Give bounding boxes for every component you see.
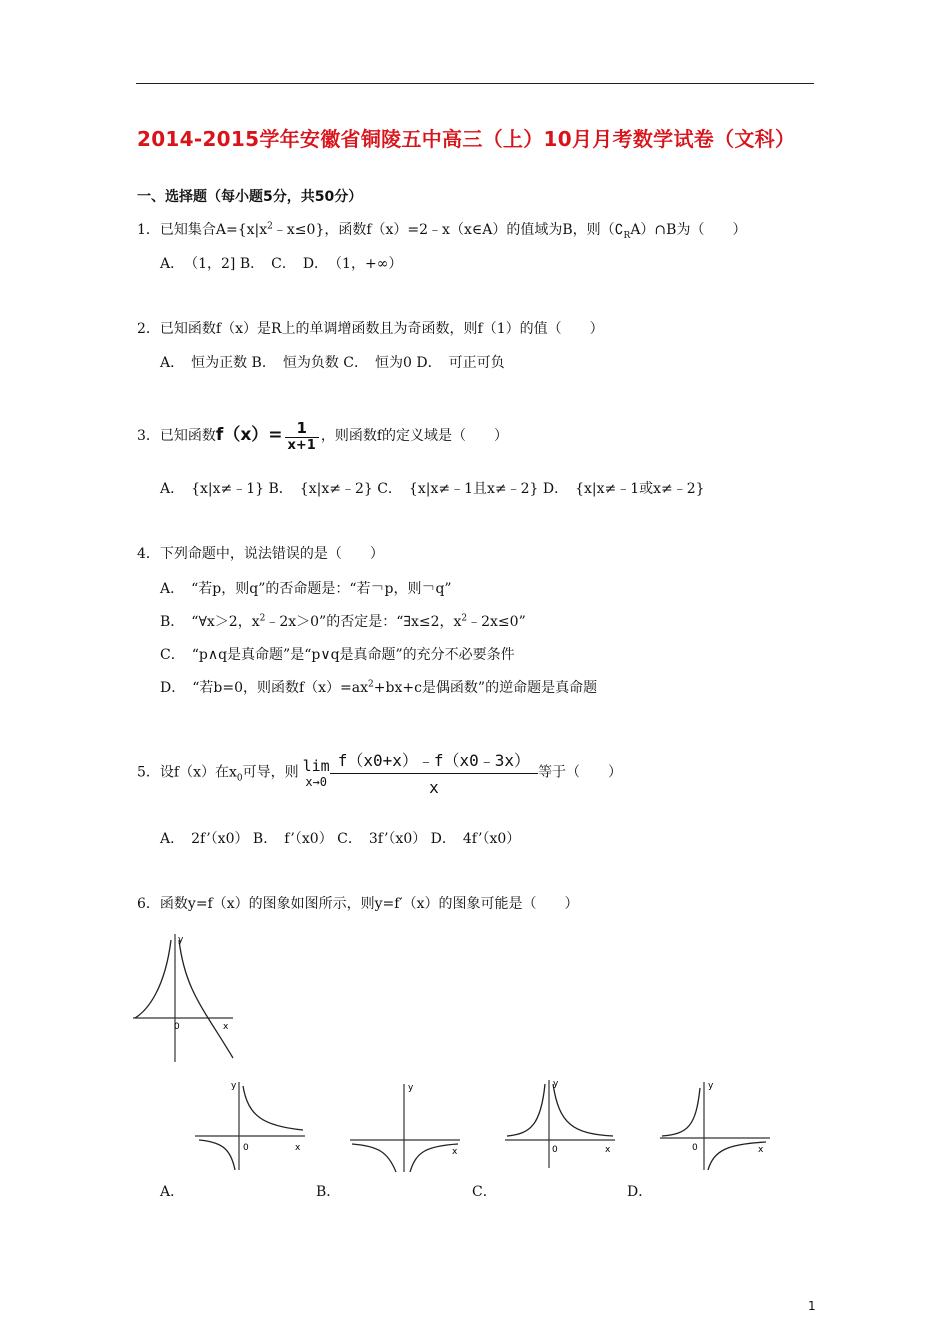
graph-f <box>133 930 243 1065</box>
question-6: 6．函数y=f（x）的图象如图所示，则y=f′（x）的图象可能是（ ） <box>137 896 579 912</box>
q4-d-sup: 2 <box>368 679 374 690</box>
q5-limit-lim: lim <box>302 756 330 775</box>
graph-d-curve-left <box>662 1088 700 1136</box>
q5-text-c: 等于（ ） <box>538 764 623 781</box>
q1-text-a: 1．已知集合A={x|x <box>137 222 268 238</box>
graph-d-x-label: x <box>758 1145 764 1155</box>
q6-label-a: A． <box>160 1184 185 1200</box>
graph-c-y-label: y <box>553 1079 559 1089</box>
graph-c-origin: 0 <box>552 1145 558 1155</box>
q3-function-label: f（x）= <box>215 425 283 445</box>
q5-sub: 0 <box>236 773 243 784</box>
q4-b-text-a: B． “∀x＞2，x <box>160 614 260 630</box>
question-4: 4．下列命题中，说法错误的是（ ） <box>137 546 384 562</box>
q5-text-b: 可导，则 <box>242 764 299 781</box>
exam-title: 2014-2015学年安徽省铜陵五中高三（上）10月月考数学试卷（文科） <box>137 127 796 151</box>
question-2: 2．已知函数f（x）是R上的单调增函数且为奇函数，则f（1）的值（ ） <box>137 321 604 337</box>
graph-d-y-label: y <box>708 1081 714 1091</box>
q6-label-c: C． <box>472 1184 497 1200</box>
q4-b-text-b: ﹣2x＞0”的否定是：“∃x≤2，x <box>265 614 462 630</box>
q1-text-c: A）∩B为（ ） <box>630 222 747 238</box>
graph-a-curve-right <box>243 1086 303 1130</box>
question-3 <box>137 419 508 453</box>
q4-b-sup: 2 <box>259 613 266 624</box>
graph-c-curve-left <box>507 1084 545 1136</box>
question-1 <box>137 219 746 239</box>
section-heading: 一、选择题（每小题5分，共50分） <box>137 189 363 205</box>
graph-option-c <box>503 1076 618 1171</box>
q5-text-a: 5．设f（x）在x <box>137 764 237 781</box>
graph-option-b <box>348 1080 463 1175</box>
q1-sub: R <box>623 230 631 241</box>
graph-d-origin: 0 <box>692 1143 698 1153</box>
graph-b-curve-left <box>352 1144 396 1172</box>
q3-text-b: ，则函数f的定义域是（ ） <box>320 428 509 444</box>
q5-limit-under: x→0 <box>305 774 328 789</box>
q4-b-text-c: ﹣2x≤0” <box>467 614 526 630</box>
q4-d-text-a: D． “若b=0，则函数f（x）=ax <box>160 680 369 696</box>
q3-fraction-denominator: x+1 <box>285 437 319 453</box>
q1-text-b: ﹣x≤0}，函数f（x）=2﹣x（x∈A）的值域为B，则（∁ <box>272 222 624 238</box>
q4-b-sup2: 2 <box>461 613 468 624</box>
q5-fraction <box>330 748 538 797</box>
q3-fraction-numerator: 1 <box>296 419 307 437</box>
graph-c-curve-right <box>553 1084 613 1136</box>
graph-b-y-label: y <box>408 1083 414 1093</box>
graph-option-a <box>193 1078 308 1173</box>
question-5 <box>137 748 622 797</box>
graph-b-curve-right <box>410 1144 458 1172</box>
page-number: 1 <box>808 1299 816 1313</box>
q5-fraction-denominator: x <box>330 773 538 797</box>
q5-fraction-numerator: f（x0+x）﹣f（x0﹣3x） <box>337 751 531 770</box>
graph-f-curve-left <box>135 940 171 1018</box>
graph-a-y-label: y <box>231 1081 237 1091</box>
q2-options: A． 恒为正数 B． 恒为负数 C． 恒为0 D． 可正可负 <box>160 355 505 371</box>
q4-option-c: C． “p∧q是真命题”是“p∨q是真命题”的充分不必要条件 <box>160 647 515 663</box>
q3-text-a: 3．已知函数 <box>137 428 216 444</box>
graph-option-d <box>658 1078 773 1173</box>
q3-options: A． {x|x≠﹣1} B． {x|x≠﹣2} C． {x|x≠﹣1且x≠﹣2} D． {x|x≠﹣1或x≠﹣2} <box>160 481 705 497</box>
graph-b-x-label: x <box>452 1147 458 1157</box>
graph-f-curve-right <box>179 940 233 1058</box>
graph-f-x-label: x <box>223 1022 229 1032</box>
q6-label-d: D． <box>627 1184 653 1200</box>
graph-a-origin: 0 <box>243 1143 249 1153</box>
graph-a-x-label: x <box>295 1143 301 1153</box>
q4-option-a: A． “若p，则q”的否命题是：“若￢p，则￢q” <box>160 581 452 597</box>
q4-d-text-b: +bx+c是偶函数”的逆命题是真命题 <box>373 680 598 696</box>
q4-option-b <box>160 611 526 631</box>
q6-label-b: B． <box>316 1184 341 1200</box>
q5-options: A． 2f’（x0） B． f’（x0） C． 3f’（x0） D． 4f’（x0） <box>160 831 521 847</box>
graph-c-x-label: x <box>605 1145 611 1155</box>
header-rule <box>136 83 814 84</box>
graph-a-curve-left <box>199 1140 235 1170</box>
graph-f-origin: 0 <box>174 1022 180 1032</box>
graph-f-y-label: y <box>178 935 184 945</box>
q5-limit <box>303 757 330 789</box>
q1-sup: 2 <box>267 221 273 232</box>
q3-fraction <box>285 419 319 453</box>
q1-options: A． （1，2] B． C． D． （1，+∞） <box>160 256 403 272</box>
q4-option-d <box>160 677 597 697</box>
